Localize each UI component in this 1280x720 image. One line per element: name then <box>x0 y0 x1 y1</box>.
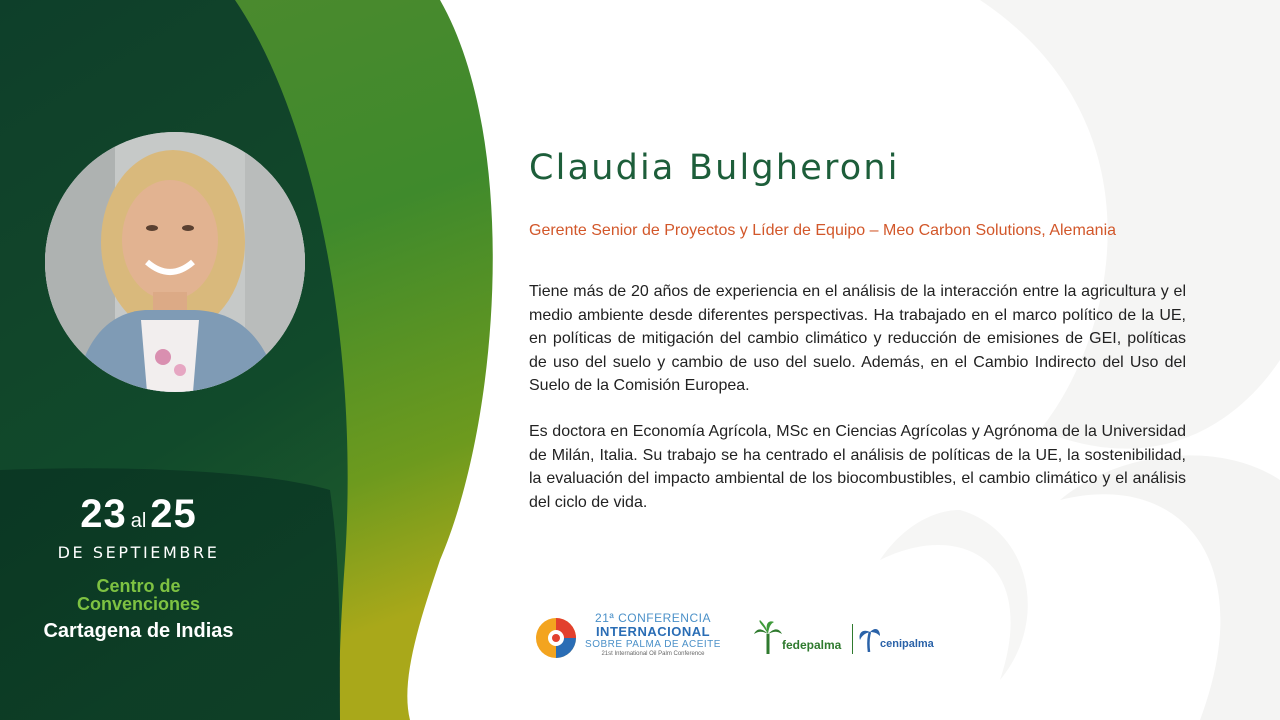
event-month: DE SEPTIEMBRE <box>57 543 220 562</box>
conference-line-3: SOBRE PALMA DE ACEITE <box>585 639 721 650</box>
event-city: Cartagena de Indias <box>43 620 234 642</box>
bio-paragraph-2: Es doctora en Economía Agrícola, MSc en Ciencias Agrícolas y Agrónoma de la Universidad de Milán, Italia. Su trabajo se ha centrado el análisis de políticas de la UE, la sostenibilidad, la evaluación del impacto ambiental de los biocombustibles, el cambio climático y el análisis del ciclo de vida. <box>529 423 1186 511</box>
palm-leaf-icon <box>858 626 880 652</box>
conference-logo <box>534 612 734 664</box>
speaker-role: Gerente Senior de Proyectos y Líder de Equipo – Meo Carbon Solutions, Alemania <box>529 222 1117 239</box>
cenipalma-logo <box>858 624 938 656</box>
event-date-venue <box>0 492 277 643</box>
day-end: 25 <box>150 492 197 536</box>
palm-tree-icon <box>754 620 782 654</box>
venue-line-2: Convenciones <box>76 594 201 614</box>
conference-line-2: INTERNACIONAL <box>595 624 711 639</box>
fedepalma-logo <box>754 620 850 656</box>
bio-paragraph-1: Tiene más de 20 años de experiencia en el análisis de la interacción entre la agricultura y el medio ambiente desde diferentes perspectivas. Ha trabajado en el marco político de la UE, en políticas de mitigación del cambio climático y reducción de emisiones de GEI, políticas de uso del suelo y cambio de uso del suelo. Además, en el Cambio Indirecto del Uso del Suelo de la Comisión Europea. <box>529 283 1186 394</box>
speaker-name: Claudia Bulgheroni <box>529 148 900 188</box>
day-separator: al <box>130 510 147 532</box>
logo-divider <box>852 624 853 654</box>
day-start: 23 <box>80 492 127 536</box>
event-days <box>0 492 277 543</box>
conference-line-4: 21st International Oil Palm Conference <box>601 651 705 657</box>
conference-emblem-icon <box>534 616 578 660</box>
fedepalma-text: fedepalma <box>782 638 842 652</box>
cenipalma-text: cenipalma <box>880 638 934 650</box>
speaker-photo <box>45 132 305 392</box>
conference-line-1: 21ª CONFERENCIA <box>595 611 711 625</box>
venue-line-1: Centro de <box>96 576 181 596</box>
